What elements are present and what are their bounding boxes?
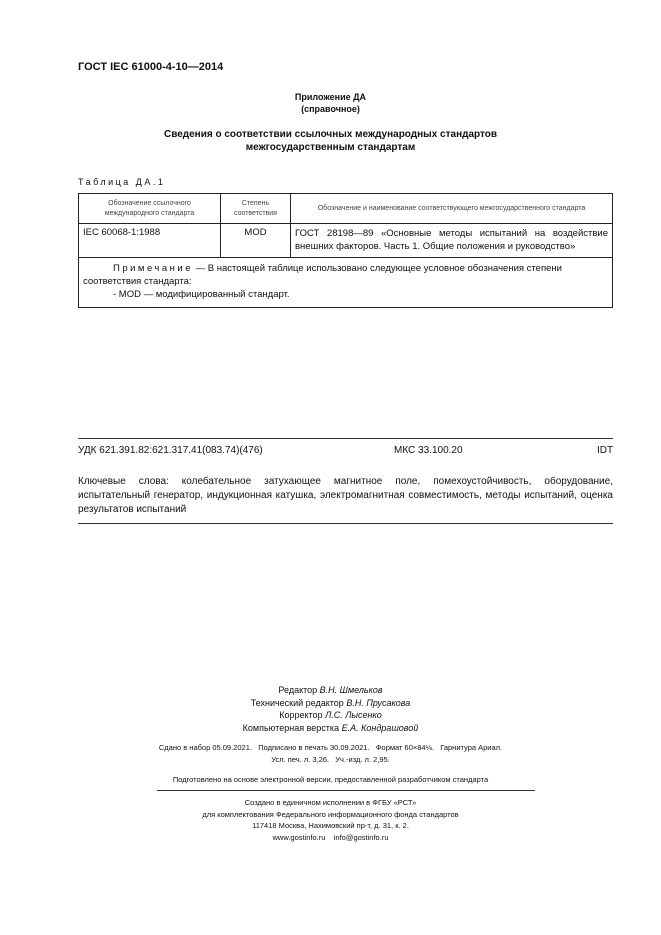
credit-name: Л.С. Лысенко — [325, 710, 382, 720]
note-text: — В настоящей таблице использовано следующее условное обозначения степени соответствия стандарта: — [83, 263, 562, 287]
credit-name: В.Н. Шмельков — [319, 685, 383, 695]
column-header: Обозначение и наименование соответствующего межгосударственного стандарта — [291, 194, 613, 224]
publisher-line: 117418 Москва, Нахимовский пр-т, д. 31, к. 2. — [252, 821, 409, 830]
publisher-links: www.gostinfo.ru info@gostinfo.ru — [272, 832, 389, 842]
correspondence-table — [78, 193, 613, 308]
table-caption: Таблица ДА.1 — [78, 177, 166, 187]
keywords: Ключевые слова: колебательное затухающее магнитное поле, помехоустойчивость, оборудование, испытательный генератор, индукционная катушка, электромагнитная совместимость, методы испытаний, оценка результатов испытаний — [78, 476, 613, 515]
appendix-heading-line1: Сведения о соответствии ссылочных международных стандартов — [163, 129, 498, 140]
table-row — [79, 224, 613, 258]
credit-role: Компьютерная верстка — [242, 722, 342, 733]
udk-code: УДК 621.391.82:621.317.41(083.74)(476) — [78, 445, 263, 456]
print-info: Усл. печ. л. 3,26. Уч.-изд. л. 2,95. — [271, 755, 390, 764]
idt-code: IDT — [597, 445, 614, 456]
prepared-note: Подготовлено на основе электронной версии, предоставленной разработчиком стандарта — [172, 775, 489, 784]
print-info: Сдано в набор 05.09.2021. Подписано в печать 30.09.2021. Формат 60×84⅛. Гарнитура Ариал. — [158, 743, 503, 752]
publisher-line: для комплектования Федерального информационного фонда стандартов — [202, 809, 459, 819]
table-note-row — [79, 258, 613, 308]
table-cell: ГОСТ 28198—89 «Основные методы испытаний на воздействие внешних факторов. Часть 1. Общие положения и руководство» — [291, 224, 613, 258]
note-label: Примечание — [113, 263, 193, 274]
divider — [157, 790, 535, 791]
divider — [78, 438, 613, 439]
appendix-subtitle: (справочное) — [301, 104, 360, 114]
divider — [78, 523, 613, 524]
table-cell: MOD — [221, 224, 291, 258]
credit-role: Редактор — [278, 685, 320, 695]
credits — [0, 684, 661, 734]
credit-role: Технический редактор — [250, 697, 347, 708]
mks-code: МКС 33.100.20 — [394, 445, 463, 456]
appendix-heading-line2: межгосударственным стандартам — [245, 142, 416, 153]
publisher-info — [0, 797, 661, 843]
table-cell: IEC 60068-1:1988 — [79, 224, 221, 258]
column-header: Степень соответствия — [221, 194, 291, 224]
appendix-title: Приложение ДА — [294, 92, 367, 102]
table-header-row — [79, 194, 613, 224]
column-header: Обозначение ссылочного международного стандарта — [79, 194, 221, 224]
credit-role: Корректор — [279, 710, 326, 720]
document-header: ГОСТ IEC 61000-4-10—2014 — [78, 61, 224, 73]
credit-name: В.Н. Прусакова — [346, 697, 411, 708]
credit-name: Е.А. Кондрашовой — [341, 722, 419, 733]
publisher-line: Создано в единичном исполнении в ФГБУ «РСТ» — [244, 798, 417, 807]
note-item: - MOD — модифицированный стандарт. — [113, 289, 290, 300]
